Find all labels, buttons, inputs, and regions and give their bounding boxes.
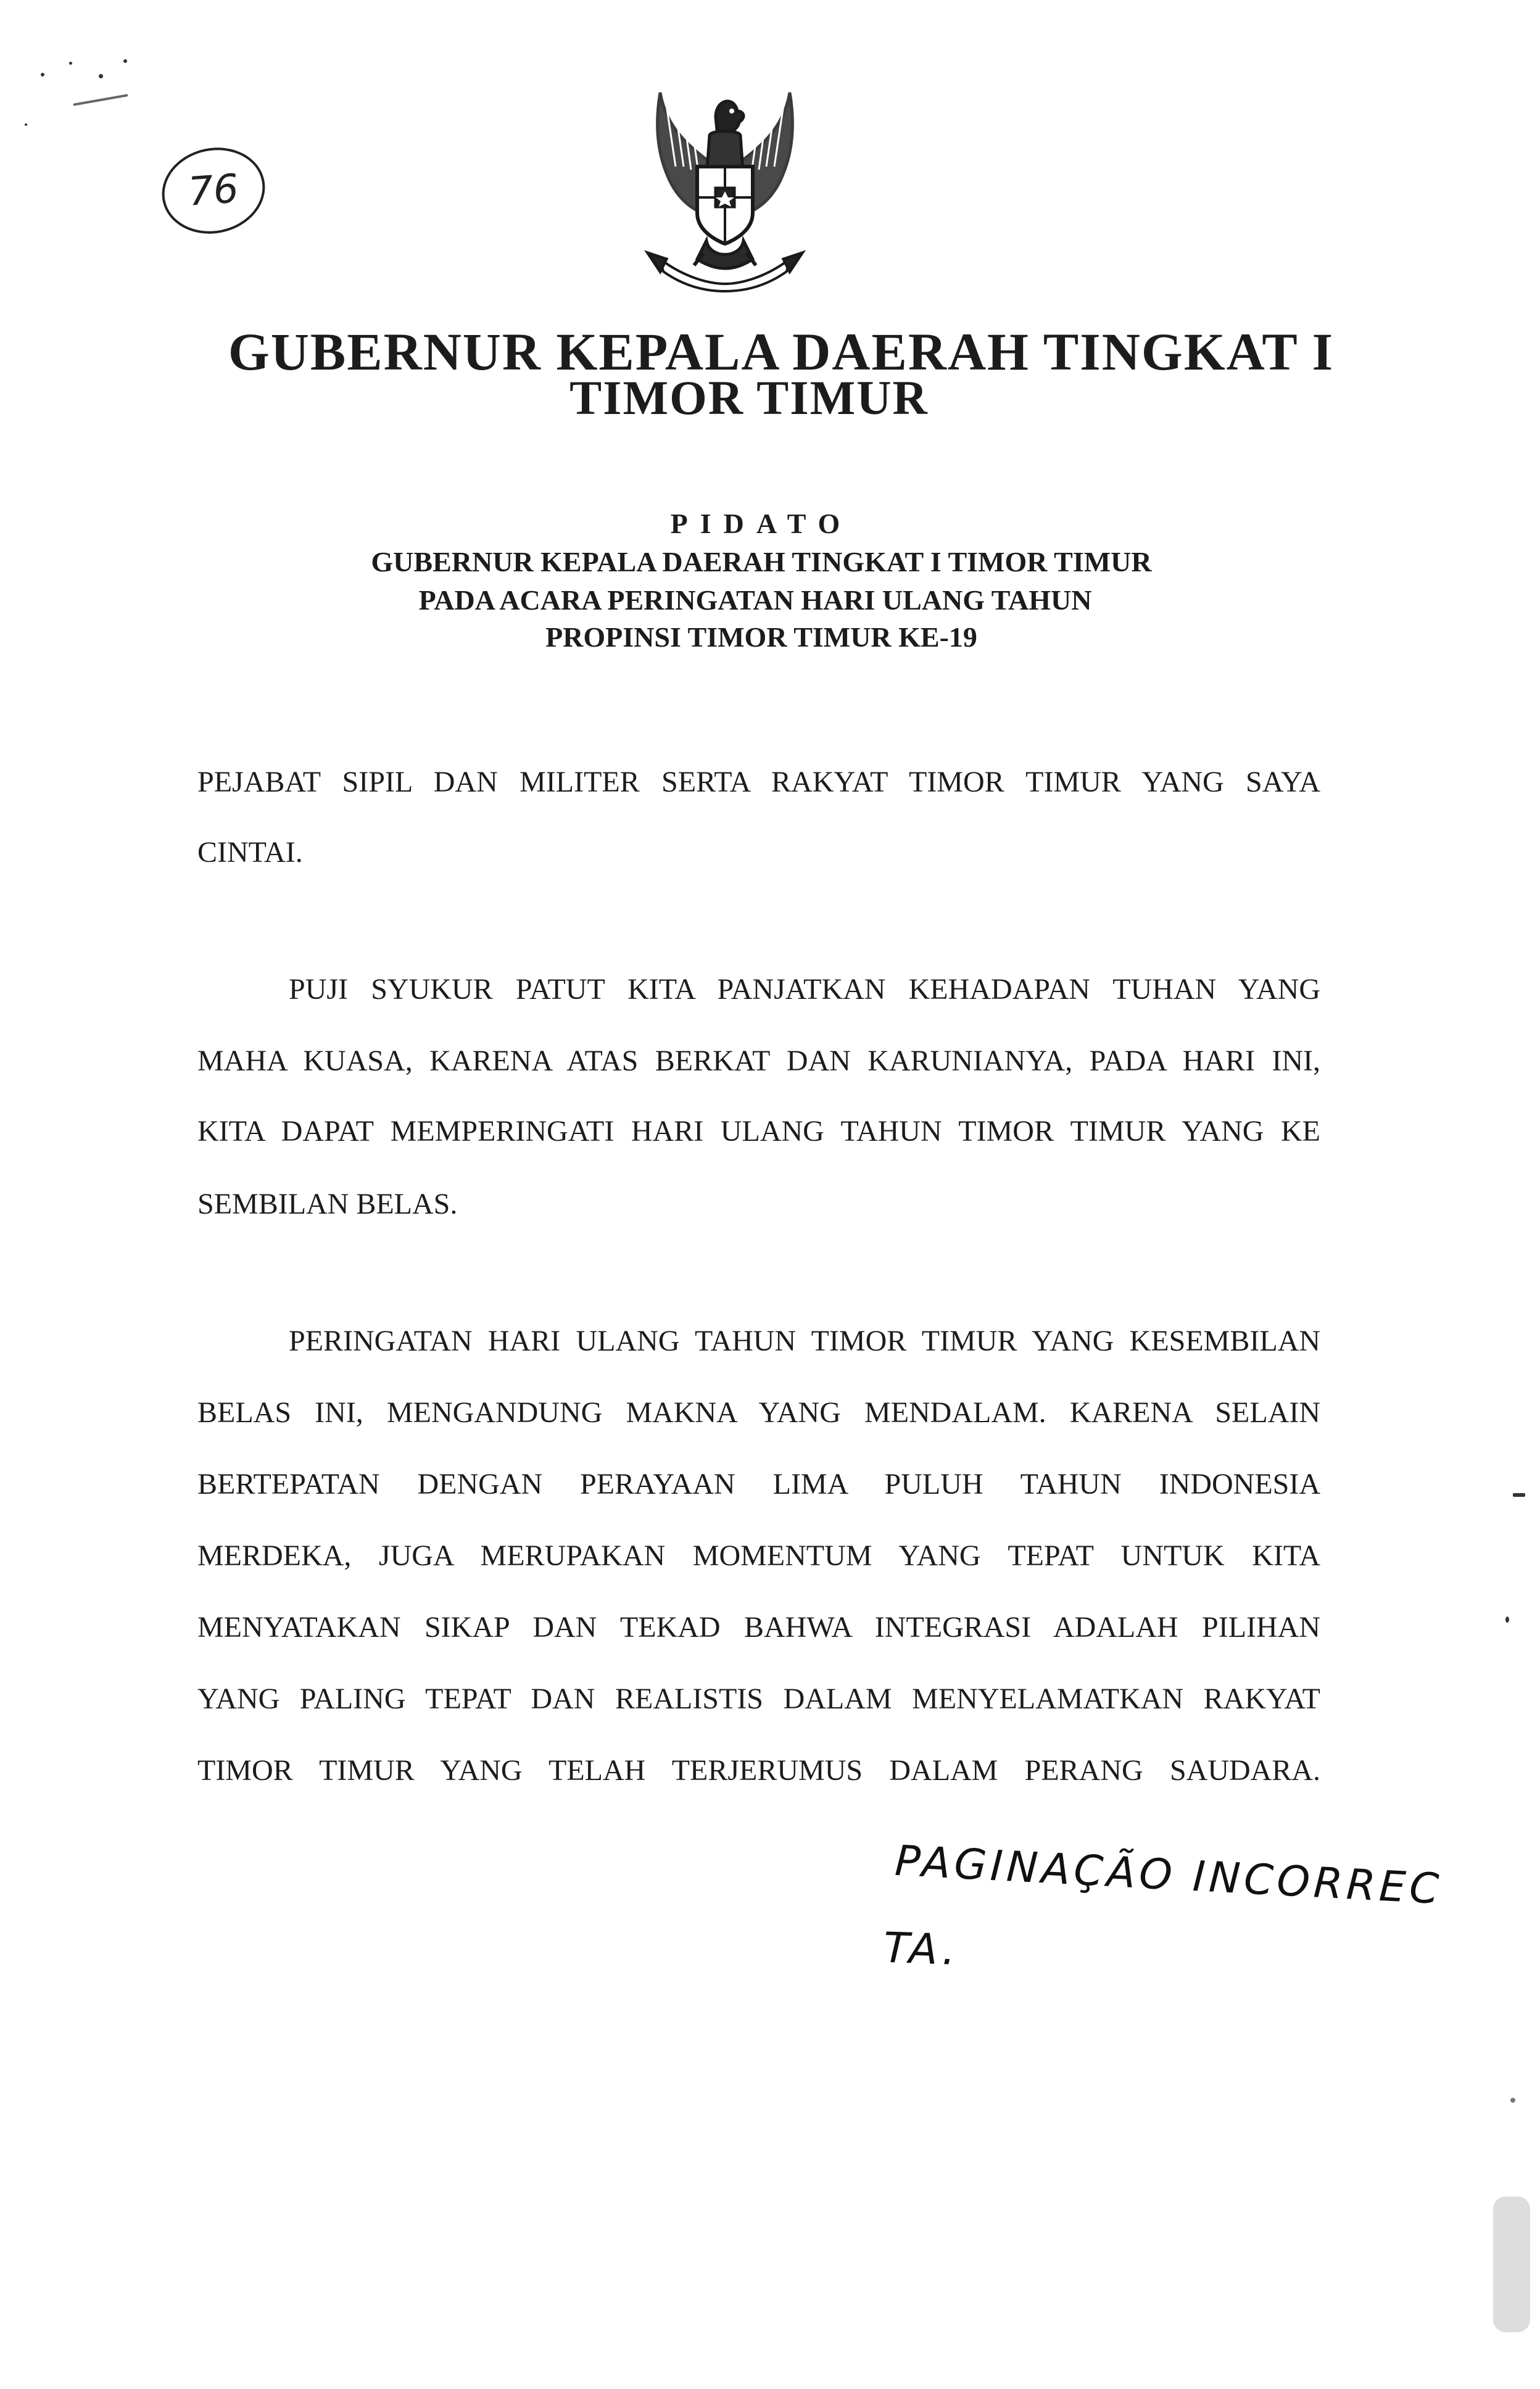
scan-speck xyxy=(99,74,103,78)
paragraph-line: TIMOR TIMUR YANG TELAH TERJERUMUS DALAM PERANG SAUDARA. xyxy=(197,1754,1320,1787)
scan-speck xyxy=(1513,1493,1525,1497)
scan-speck xyxy=(1493,2196,1530,2332)
paragraph-line: BELAS INI, MENGANDUNG MAKNA YANG MENDALAM. KARENA SELAIN xyxy=(197,1396,1320,1429)
handwritten-note: TA. xyxy=(882,1923,961,1976)
paragraph-line: MAHA KUASA, KARENA ATAS BERKAT DAN KARUNIANYA, PADA HARI INI, xyxy=(197,1045,1320,1077)
speech-title: PIDATO xyxy=(670,508,853,539)
office-region: TIMOR TIMUR xyxy=(569,371,929,424)
paragraph-line: YANG PALING TEPAT DAN REALISTIS DALAM MENYELAMATKAN RAKYAT xyxy=(197,1683,1320,1715)
paragraph-line: PUJI SYUKUR PATUT KITA PANJATKAN KEHADAPAN TUHAN YANG xyxy=(289,973,1320,1006)
garuda-pancasila-emblem-icon xyxy=(623,74,827,296)
salutation-line: PEJABAT SIPIL DAN MILITER SERTA RAKYAT TIMOR TIMUR YANG SAYA xyxy=(197,766,1320,798)
handwritten-note: PAGINAÇÃO INCORREC xyxy=(893,1836,1444,1915)
scan-speck xyxy=(123,59,127,63)
scan-speck xyxy=(73,94,128,106)
paragraph-line: MENYATAKAN SIKAP DAN TEKAD BAHWA INTEGRASI ADALAH PILIHAN xyxy=(197,1611,1320,1644)
scan-speck xyxy=(25,123,27,126)
page-number-text: 76 xyxy=(186,166,241,215)
scan-speck xyxy=(1510,2098,1515,2103)
scan-speck xyxy=(69,62,72,65)
paragraph-line: KITA DAPAT MEMPERINGATI HARI ULANG TAHUN TIMOR TIMUR YANG KE xyxy=(197,1115,1320,1148)
paragraph-line: BERTEPATAN DENGAN PERAYAAN LIMA PULUH TAHUN INDONESIA xyxy=(197,1468,1320,1501)
office-title: GUBERNUR KEPALA DAERAH TINGKAT I xyxy=(228,322,1335,381)
salutation-line: CINTAI. xyxy=(197,836,303,869)
speech-heading-line: GUBERNUR KEPALA DAERAH TINGKAT I TIMOR TIMUR xyxy=(371,546,1152,578)
paragraph-line: SEMBILAN BELAS. xyxy=(197,1188,458,1220)
scan-speck xyxy=(1505,1617,1509,1623)
paragraph-line: PERINGATAN HARI ULANG TAHUN TIMOR TIMUR YANG KESEMBILAN xyxy=(289,1325,1320,1357)
page-number-mark xyxy=(154,138,273,243)
paragraph-line: MERDEKA, JUGA MERUPAKAN MOMENTUM YANG TEPAT UNTUK KITA xyxy=(197,1539,1320,1572)
scan-speck xyxy=(41,73,44,77)
speech-heading-line: PROPINSI TIMOR TIMUR KE-19 xyxy=(545,621,977,653)
speech-heading-line: PADA ACARA PERINGATAN HARI ULANG TAHUN xyxy=(418,584,1092,616)
